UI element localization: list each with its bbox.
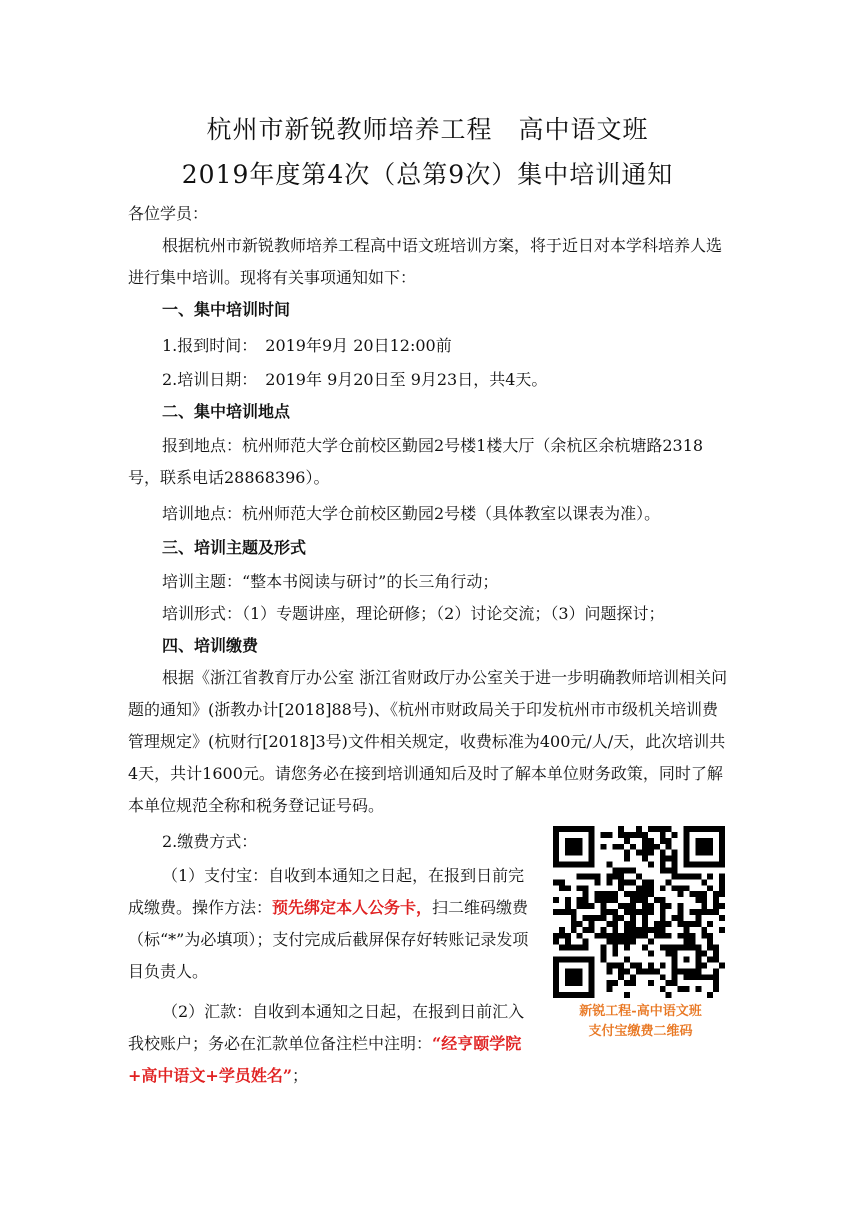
alipay-text-2: 扫二维码缴费（标“*”为必填项）；支付完成后截屏保存好转账记录发项目负责人。 [128,898,529,981]
qr-caption-line-2: 支付宝缴费二维码 [588,1024,693,1039]
fee-policy: 根据《浙江省教育厅办公室 浙江省财政厅办公室关于进一步明确教师培训相关问题的通知》(浙教办计[2018]88号)、《杭州市财政局关于印发杭州市市级机关培训费管理规定》(杭财行[2018]3号)文件相关规定，收费标准为400元/人/天，此次培训共4天，共计1600元。请您务必在接到培训通知后及时了解本单位财务政策，同时了解本单位规范全称和税务登记证号码。 [128,668,728,815]
title-line-2: 2019年度第4次（总第9次）集中培训通知 [181,160,674,189]
alipay-highlight: 预先绑定本人公务卡， [272,898,433,917]
qr-code-icon[interactable] [553,826,725,998]
section-time-heading: 一、集中培训时间 [162,300,291,319]
registration-place: 报到地点：杭州师范大学仓前校区勤园2号楼1楼大厅（余杭区余杭塘路2318号，联系电话28868396）。 [128,436,704,487]
training-dates: 2.培训日期： 2019年 9月20日至 9月23日，共4天。 [162,370,548,389]
section-fee-heading: 四、培训缴费 [162,636,259,655]
qr-caption-line-1: 新锐工程-高中语文班 [579,1004,702,1019]
payment-method-heading: 2.缴费方式： [162,832,258,851]
remit-paragraph [128,996,538,1092]
remit-text-1: （2）汇款：自收到本通知之日起，在报到日前汇入我校账户；务必在汇款单位备注栏中注明： [128,1002,525,1053]
training-place: 培训地点：杭州师范大学仓前校区勤园2号楼（具体教室以课表为准）。 [162,504,661,523]
section-theme-heading: 三、培训主题及形式 [162,538,307,557]
alipay-paragraph [128,860,538,988]
remit-highlight: “经亨颐学院+高中语文+学员姓名” [128,1034,522,1085]
training-format: 培训形式：（1）专题讲座，理论研修；（2）讨论交流；（3）问题探讨； [162,604,665,623]
qr-block [553,826,728,1042]
greeting: 各位学员： [128,204,209,223]
registration-time: 1.报到时间： 2019年9月 20日12:00前 [162,336,452,355]
training-topic: 培训主题：“整本书阅读与研讨”的长三角行动； [162,572,499,591]
title-line-1: 杭州市新锐教师培养工程 高中语文班 [206,115,649,144]
remit-text-2: ； [292,1066,309,1085]
section-place-heading: 二、集中培训地点 [162,402,291,421]
alipay-text-1: （1）支付宝：自收到本通知之日起，在报到日前完成缴费。操作方法： [128,866,525,917]
intro-paragraph: 根据杭州市新锐教师培养工程高中语文班培训方案，将于近日对本学科培养人选进行集中培训。现将有关事项通知如下： [128,236,723,287]
